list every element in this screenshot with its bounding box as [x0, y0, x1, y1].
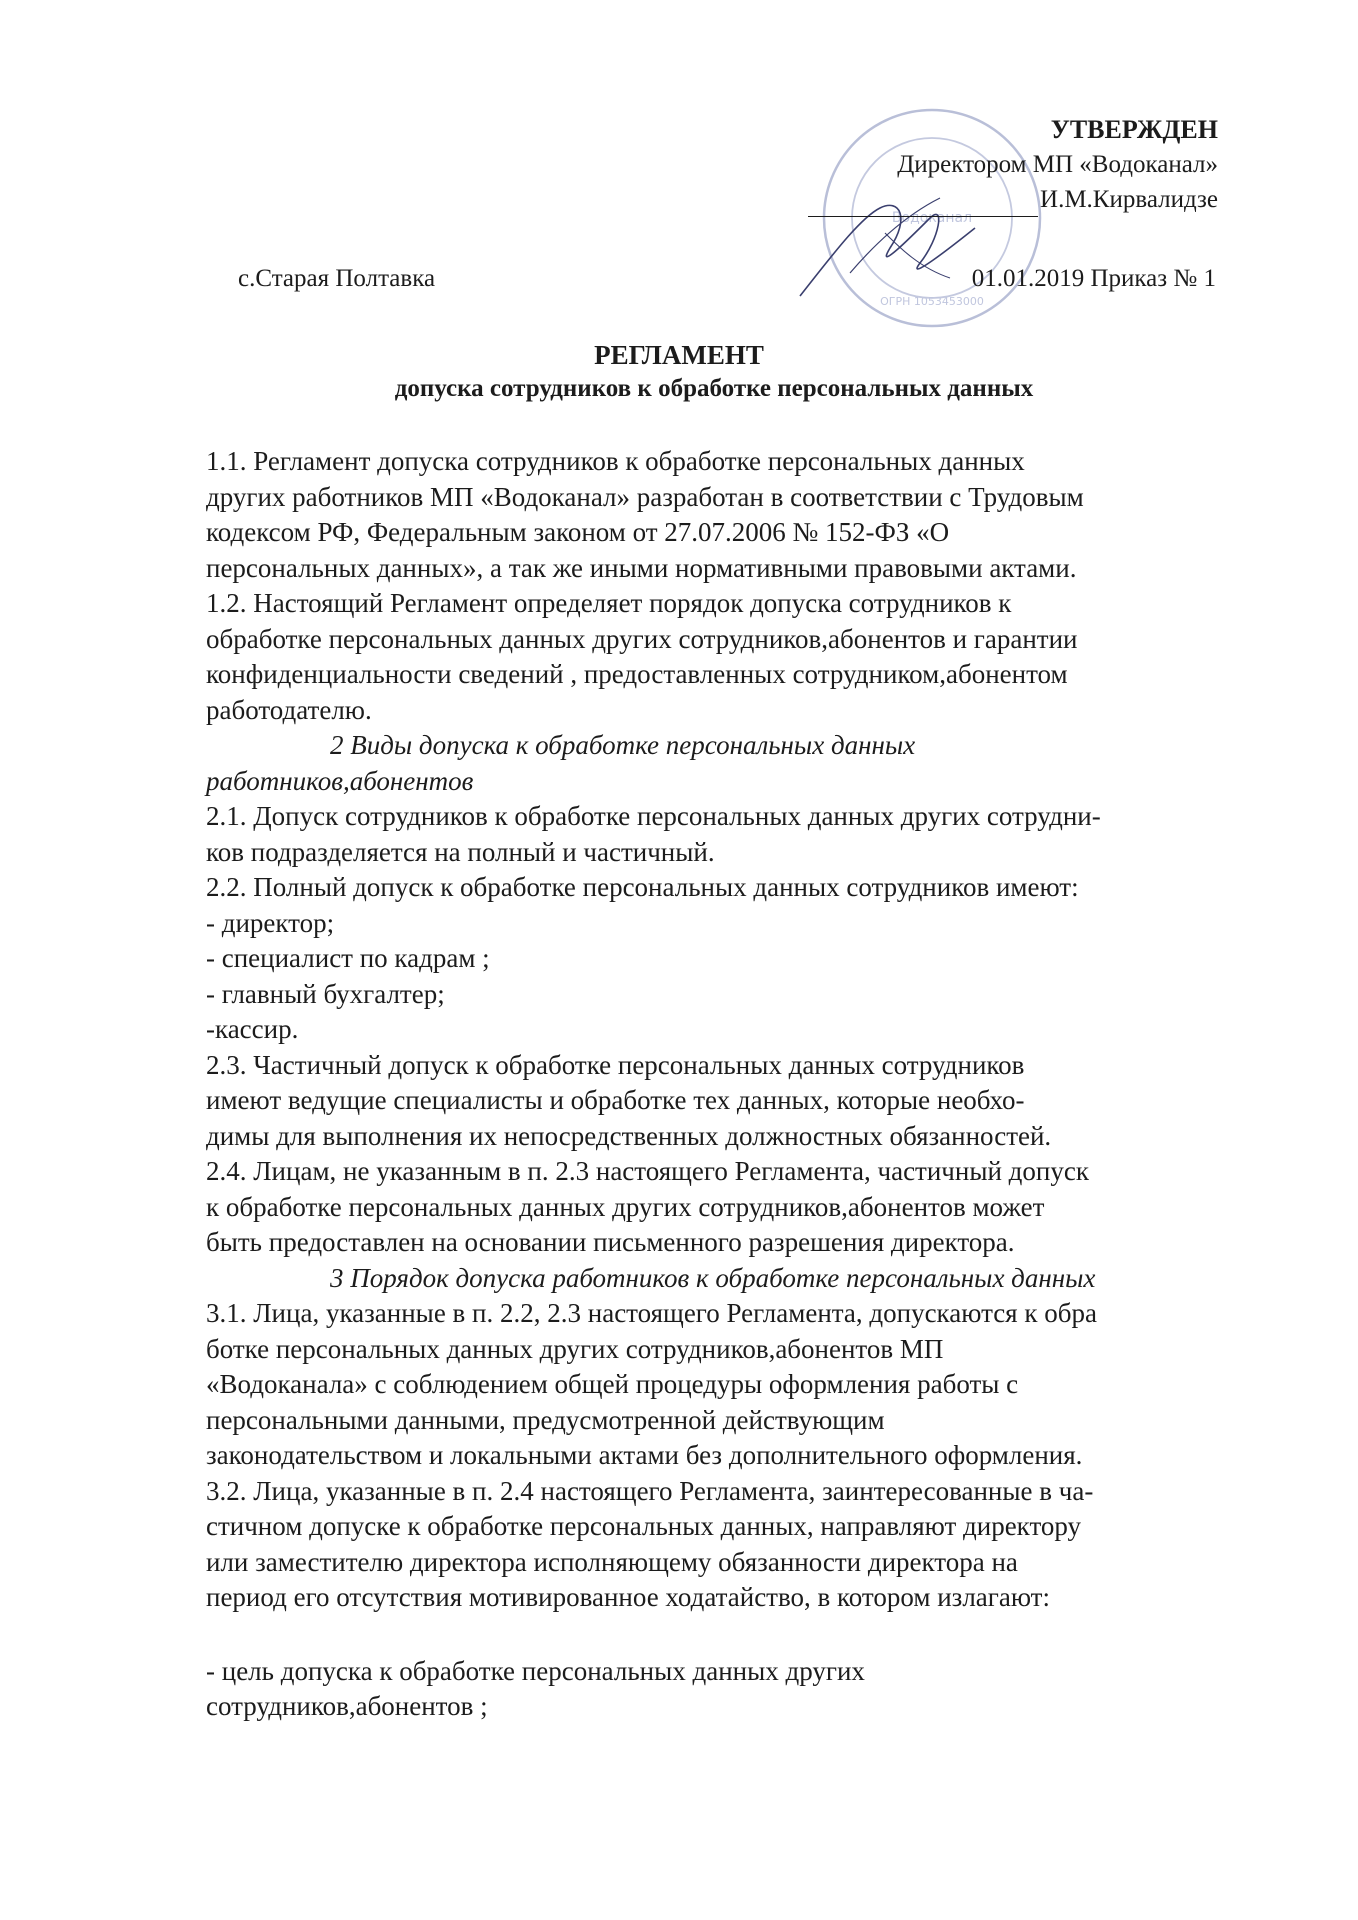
body-line: персональными данными, предусмотренной действующим [206, 1404, 885, 1435]
svg-text:Водоканал: Водоканал [891, 210, 973, 226]
title-sub: допуска сотрудников к обработке персональных данных [394, 375, 1034, 402]
document-title [0, 338, 1358, 406]
section-heading-2-cont: работников,абонентов [206, 765, 474, 796]
order-date-number: 01.01.2019 Приказ № 1 [971, 265, 1216, 292]
body-line: период его отсутствия мотивированное ходатайство, в котором излагают: [206, 1582, 1050, 1612]
body-line: 2.2. Полный допуск к обработке персональных данных сотрудников имеют: [206, 872, 1079, 902]
body-line: 2.3. Частичный допуск к обработке персональных данных сотрудников [206, 1049, 1025, 1080]
body-line: 3.2. Лица, указанные в п. 2.4 настоящего Регламента, заинтересованные в ча- [206, 1475, 1094, 1506]
approval-signature-line [808, 182, 1218, 217]
svg-text:ОГРН 1053453000: ОГРН 1053453000 [880, 295, 984, 308]
body-line: 1.2. Настоящий Регламент определяет порядок допуска сотрудников к [206, 588, 1012, 618]
paragraph-gap [206, 1616, 1291, 1654]
list-item: - цель допуска к обработке персональных данных других [206, 1655, 865, 1686]
body-line: обработке персональных данных других сотрудников,абонентов и гарантии [206, 623, 1078, 654]
section-heading-2: 2 Виды допуска к обработке персональных данных [330, 730, 916, 760]
list-item: - главный бухгалтер; [206, 978, 445, 1009]
place-of-issue: с.Старая Полтавка [238, 265, 436, 292]
body-line: персональных данных», а так же иными нормативными правовыми актами. [206, 552, 1077, 583]
list-item: -кассир. [206, 1014, 299, 1044]
body-line: или заместителю директора исполняющему обязанности директора на [206, 1546, 1018, 1577]
body-line: димы для выполнения их непосредственных должностных обязанностей. [206, 1120, 1052, 1151]
body-line: «Водоканала» с соблюдением общей процедуры оформления работы с [206, 1369, 1019, 1399]
body-line: других работников МП «Водоканал» разработан в соответствии с Трудовым [206, 481, 1084, 512]
body-line: конфиденциальности сведений , предоставленных сотрудником,абонентом [206, 659, 1068, 689]
body-line: кодексом РФ, Федеральным законом от 27.07.2006 № 152-ФЗ «О [206, 517, 950, 547]
body-line: к обработке персональных данных других сотрудников,абонентов может [206, 1191, 1045, 1222]
document-body [206, 444, 1291, 1725]
approval-by: Директором МП «Водоканал» [897, 151, 1218, 178]
body-line: стичном допуске к обработке персональных данных, направляют директору [206, 1511, 1082, 1541]
title-main: РЕГЛАМЕНТ [594, 340, 764, 370]
approval-block [808, 112, 1218, 217]
body-line: 3.1. Лица, указанные в п. 2.2, 2.3 настоящего Регламента, допускаются к обра [206, 1298, 1097, 1328]
body-line: быть предоставлен на основании письменного разрешения директора. [206, 1227, 1015, 1257]
body-line: 2.1. Допуск сотрудников к обработке персональных данных других сотрудни- [206, 801, 1101, 831]
approval-title: УТВЕРЖДЕН [1050, 115, 1218, 144]
body-line: 2.4. Лицам, не указанным в п. 2.3 настоящего Регламента, частичный допуск [206, 1156, 1089, 1186]
list-item: - специалист по кадрам ; [206, 943, 490, 973]
list-item: сотрудников,абонентов ; [206, 1691, 488, 1721]
body-line: законодательством и локальными актами без дополнительного оформления. [206, 1440, 1083, 1470]
body-line: ков подразделяется на полный и частичный. [206, 836, 715, 867]
body-line: работодателю. [206, 694, 372, 725]
body-line: 1.1. Регламент допуска сотрудников к обработке персональных данных [206, 446, 1025, 476]
section-heading-3: 3 Порядок допуска работников к обработке персональных данных [330, 1262, 1096, 1293]
signature-underline [808, 194, 1038, 217]
approval-signer: И.М.Кирвалидзе [1040, 186, 1218, 213]
body-line: ботке персональных данных других сотрудников,абонентов МП [206, 1333, 944, 1364]
body-line: имеют ведущие специалисты и обработке тех данных, которые необхо- [206, 1085, 1025, 1115]
list-item: - директор; [206, 907, 335, 938]
